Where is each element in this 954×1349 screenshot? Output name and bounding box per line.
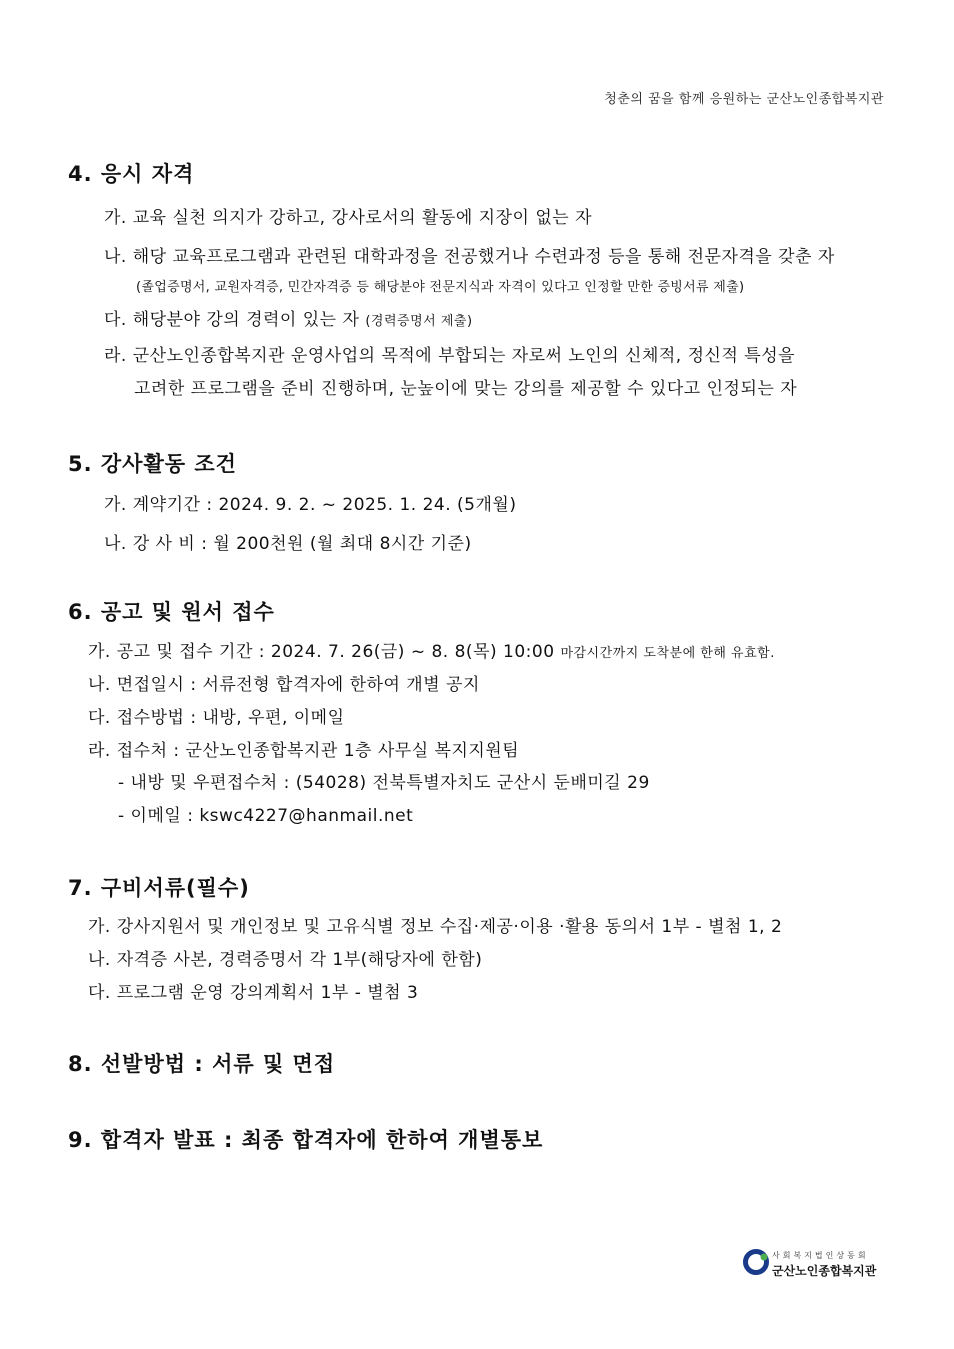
header-tagline: 청춘의 꿈을 함께 응원하는 군산노인종합복지관 [604, 92, 884, 107]
s6-item-c: 다. 접수방법 : 내방, 우편, 이메일 [88, 708, 345, 728]
s4-item-b: 나. 해당 교육프로그램과 관련된 대학과정을 전공했거나 수련과정 등을 통해 전문자격을 갖춘 자 [104, 247, 835, 267]
s4-item-b-note: (졸업증명서, 교원자격증, 민간자격증 등 해당분야 전문지식과 자격이 있다고 인정할 만한 증빙서류 제출) [136, 280, 745, 295]
s7-item-b: 나. 자격증 사본, 경력증명서 각 1부(해당자에 한함) [88, 950, 483, 970]
logo-top-text: 사회복지법인상동회 [772, 1251, 869, 1260]
s4-item-c-note: (경력증명서 제출) [365, 314, 473, 329]
section-9-title: 9. 합격자 발표 : 최종 합격자에 한하여 개별통보 [68, 1128, 544, 1152]
s7-item-c: 다. 프로그램 운영 강의계획서 1부 - 별첨 3 [88, 983, 419, 1003]
s6-item-a-text: 가. 공고 및 접수 기간 : 2024. 7. 26(금) ~ 8. 8(목) 10:00 [88, 642, 555, 662]
section-8-title: 8. 선발방법 : 서류 및 면접 [68, 1052, 336, 1076]
s6-item-a-note: 마감시간까지 도착분에 한해 유효함. [560, 646, 775, 661]
s6-item-d-address: - 내방 및 우편접수처 : (54028) 전북특별자치도 군산시 둔배미길 29 [118, 773, 650, 793]
section-6-title: 6. 공고 및 원서 접수 [68, 600, 275, 624]
s5-item-b: 나. 강 사 비 : 월 200천원 (월 최대 8시간 기준) [104, 534, 472, 554]
section-5-title: 5. 강사활동 조건 [68, 452, 237, 476]
s6-item-a [88, 637, 775, 662]
s7-item-a: 가. 강사지원서 및 개인정보 및 고유식별 정보 수집·제공·이용 ·활용 동의서 1부 - 별첨 1, 2 [88, 917, 783, 937]
logo-name: 군산노인종합복지관 [772, 1264, 877, 1278]
org-logo [742, 1246, 892, 1284]
s4-item-d-cont: 고려한 프로그램을 준비 진행하며, 눈높이에 맞는 강의를 제공할 수 있다고 인정되는 자 [134, 379, 798, 399]
s6-item-b: 나. 면접일시 : 서류전형 합격자에 한하여 개별 공지 [88, 675, 480, 695]
s4-item-a: 가. 교육 실천 의지가 강하고, 강사로서의 활동에 지장이 없는 자 [104, 208, 592, 228]
s5-item-a: 가. 계약기간 : 2024. 9. 2. ~ 2025. 1. 24. (5개월) [104, 495, 517, 515]
s4-item-c [104, 305, 473, 330]
s6-item-d-email: - 이메일 : kswc4227@hanmail.net [118, 806, 414, 826]
s4-item-c-text: 다. 해당분야 강의 경력이 있는 자 [104, 310, 360, 330]
s4-item-d: 라. 군산노인종합복지관 운영사업의 목적에 부합되는 자로써 노인의 신체적, 정신적 특성을 [104, 346, 796, 366]
section-7-title: 7. 구비서류(필수) [68, 876, 250, 900]
s6-item-d: 라. 접수처 : 군산노인종합복지관 1층 사무실 복지지원팀 [88, 741, 520, 761]
section-4-title: 4. 응시 자격 [68, 162, 195, 186]
logo-ring-icon [742, 1248, 770, 1276]
